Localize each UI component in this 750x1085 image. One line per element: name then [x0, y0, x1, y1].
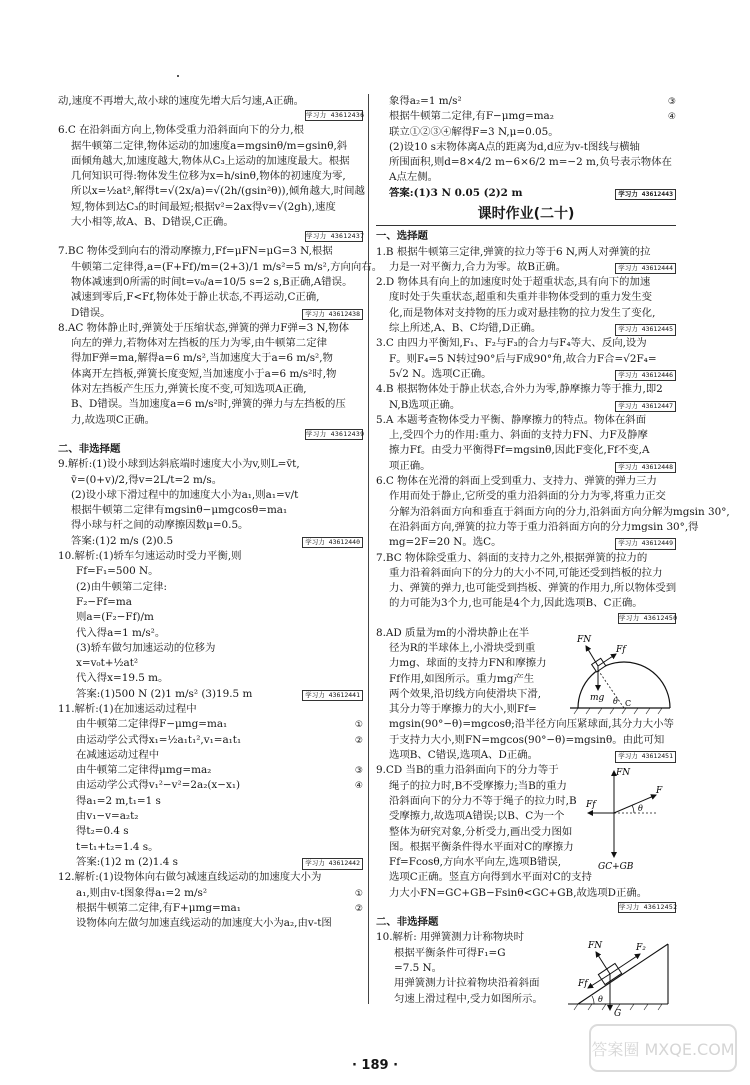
line-text: 答案:(1)2 m (2)1.4 s	[76, 855, 178, 868]
answer-line	[58, 870, 363, 885]
line-text: 化,而是物体对支持物的压力或对悬挂物的拉力发生了变化,	[389, 306, 656, 319]
line-text: 选项B、C错误,选项A、D正确。	[389, 749, 539, 762]
answer-line	[376, 763, 572, 778]
answer-line	[376, 794, 577, 809]
record-stamp: 学习力 43612441	[302, 690, 363, 702]
q8-block	[376, 626, 676, 718]
answer-line	[376, 779, 572, 794]
answer-line	[58, 518, 363, 533]
record-stamp: 学习力 43612438	[302, 309, 363, 321]
line-text: 体对左挡板产生压力,弹簧长度不变,可知选项A正确,	[71, 383, 307, 396]
equation-number: ②	[354, 735, 363, 746]
answer-line	[376, 428, 676, 443]
fig9-label-g: GC+GB	[598, 862, 634, 873]
q8-figure	[568, 624, 672, 716]
line-text: 度时处于失重状态,超重和失重并非物体受到的重力发生变	[389, 291, 653, 304]
line-text: 10.解析: 用弹簧测力计称物块时	[376, 931, 525, 944]
answer-line	[58, 901, 363, 916]
line-text: 向左的弹力,若物体对左挡板的压力为零,由牛顿第二定律	[71, 337, 327, 350]
answer-line	[376, 186, 676, 201]
line-text: 联立①②③④解得F=3 N,μ=0.05。	[389, 125, 559, 138]
answer-line	[376, 748, 676, 763]
answer-line	[376, 367, 676, 382]
line-text: 动,速度不再增大,故小球的速度先增大后匀速,A正确。	[58, 95, 305, 107]
record-stamp: 学习力 43612436	[306, 111, 365, 120]
line-text: N,B选项正确。	[389, 398, 461, 411]
answer-line	[376, 717, 676, 732]
answer-line	[58, 215, 363, 230]
answer-line	[376, 976, 572, 991]
answer-line	[58, 626, 363, 641]
line-text: a₁,则由v-t图象得a₁=2 m/s²	[76, 886, 208, 899]
line-text: 面倾角越大,加速度越大,物体从C₃上运动的加速度最大。根据	[71, 154, 350, 167]
right-section-nonchoice: 二、非选择题	[376, 916, 439, 929]
answer-line	[58, 794, 363, 809]
answer-line	[58, 534, 363, 549]
answer-line	[376, 155, 676, 170]
page-number: · 189 ·	[351, 1058, 399, 1073]
fig10-label-f2: F₂	[636, 943, 646, 954]
answer-line	[58, 886, 363, 901]
line-text: t=t₁+t₂=1.4 s。	[76, 840, 159, 853]
answer-line	[58, 473, 363, 488]
line-text: 牛顿第二定律得,a=(F+Ff)/m=(2+3)/1 m/s²=5 m/s²,方向向右。	[71, 260, 383, 273]
watermark-logo	[588, 1023, 738, 1073]
answer-line	[58, 702, 363, 717]
line-text: 10.解析:(1)轿车匀速运动时受力平衡,则	[58, 550, 242, 563]
q8-text	[376, 626, 572, 718]
answer-line	[376, 336, 676, 351]
line-text: Ff=Fcosθ,方向水平向左,选项B错误,	[389, 856, 562, 869]
answer-line	[58, 123, 363, 138]
line-text: 分解为沿斜面方向和垂直于斜面方向的分力,沿斜面方向分解为mgsin 30°,	[389, 505, 730, 518]
answer-line	[376, 566, 676, 581]
line-text: 代入得a=1 m/s²。	[76, 626, 166, 639]
record-stamp: 学习力 43612442	[302, 858, 363, 870]
line-text: 4.B 根据物体处于静止状态,合外力为零,静摩擦力等于推力,即2	[376, 383, 663, 396]
answer-line	[376, 260, 676, 275]
answer-line	[58, 687, 363, 702]
line-text: 物体减速到0所需的时间t=v₀/a=10/5 s=2 s,B正确,A错误。	[71, 275, 353, 288]
line-text: 11.解析:(1)在加速运动过程中	[58, 702, 197, 715]
line-text: 受摩擦力,故选项A错误;以B、C为一个	[389, 810, 565, 823]
section-heading	[376, 229, 676, 244]
answer-line	[376, 626, 572, 641]
q9-figure	[584, 765, 674, 883]
line-text: 整体为研究对象,分析受力,画出受力图如	[389, 825, 573, 838]
answer-line	[376, 170, 676, 185]
answer-line	[376, 290, 676, 305]
answer-line	[376, 474, 676, 489]
scan-dot	[177, 75, 179, 77]
answer-line	[58, 184, 363, 199]
answer-line	[376, 855, 572, 870]
line-text: 绳子的拉力时,B不受摩擦力;当B的重力	[389, 779, 567, 792]
line-text: 6.C 物体在光滑的斜面上受到重力、支持力、弹簧的弹力三力	[376, 475, 657, 488]
fig9-label-ff: Ff	[586, 800, 596, 811]
line-text: x=v₀t+½at²	[76, 657, 139, 670]
answer-line	[376, 687, 572, 702]
q10-text	[376, 930, 572, 1006]
section-title: 课时作业(二十)	[376, 205, 676, 226]
line-text: B、D错误。当加速度a=6 m/s²时,弹簧的弹力与左挡板的压	[71, 398, 346, 411]
incline-diagram	[564, 926, 674, 1018]
right-column	[376, 94, 730, 1020]
record-stamp: 学习力 43612451	[615, 751, 676, 763]
answer-line	[376, 382, 676, 397]
line-text: 在沿斜面方向,弹簧的拉力等于重力沿斜面方向的分力mgsin 30°,得	[389, 520, 699, 533]
right-column-answers	[376, 229, 730, 623]
answer-line	[58, 351, 363, 366]
hemisphere-diagram	[568, 624, 672, 716]
answer-line	[376, 321, 676, 336]
answer-line	[376, 840, 572, 855]
line-text: 力大小FN=GC+GB−Fsinθ<GC+GB,故选项D正确。	[389, 886, 648, 899]
line-text: A点左侧。	[389, 171, 439, 184]
answer-line	[376, 443, 676, 458]
line-text: 根据牛顿第二定律,有F−μmg=ma₂	[389, 110, 554, 123]
answer-line	[58, 260, 383, 275]
answer-line	[58, 169, 363, 184]
fig10-label-theta: θ	[598, 995, 603, 1005]
line-text: 得加F弹=ma,解得a=6 m/s²,当加速度大于a=6 m/s²,物	[71, 352, 333, 365]
answer-line	[58, 748, 363, 763]
fig8-label-fn: FN	[577, 634, 592, 645]
line-text: 所以x=½at²,解得t=√(2x/a)=√(2h/(gsin²θ)),倾角越大,时间越	[71, 185, 365, 198]
line-text: 1.B 根据牛顿第三定律,弹簧的拉力等于6 N,两人对弹簧的拉	[376, 245, 651, 258]
answer-line	[58, 244, 363, 259]
answer-line	[58, 656, 363, 671]
answer-line	[58, 595, 363, 610]
answer-line	[376, 551, 676, 566]
answer-line	[58, 549, 363, 564]
answer-line	[376, 809, 572, 824]
line-text: 两个效果,沿切线方向使滑块下滑,	[389, 687, 542, 700]
equation-number: ③	[667, 97, 676, 107]
line-text: =7.5 N。	[394, 961, 443, 974]
line-text: (2)设小球下滑过程中的加速度大小为a₁,则a₁=v/t	[71, 488, 299, 501]
record-stamp: 学习力 43612440	[302, 537, 363, 549]
force-diagram	[584, 765, 674, 883]
fig9-label-f: F	[656, 786, 663, 797]
line-text: 由运动学公式得v₁²−v²=2a₂(x−x₁)	[76, 779, 241, 792]
answer-line	[58, 367, 363, 382]
answer-line	[376, 398, 676, 413]
line-text: D错误。	[71, 306, 111, 319]
fig8-label-theta: θ	[613, 696, 618, 706]
line-text: 5√2 N。选项C正确。	[389, 367, 492, 380]
answer-line	[58, 275, 363, 290]
line-text: 力是一对平衡力,合力为零。故B正确。	[389, 260, 567, 273]
line-text: 力,故选项C正确。	[71, 413, 155, 426]
answer-line	[58, 641, 363, 656]
answer-line	[376, 489, 676, 504]
answer-line	[58, 733, 363, 748]
line-text: 代入得x=19.5 m。	[76, 672, 169, 685]
line-text: 沿斜面向下的分力不等于绳子的拉力时,B	[389, 794, 577, 807]
line-text: 几何知识可得:物体发生位移为x=h/sinθ,物体的初速度为零,	[71, 170, 346, 183]
line-text: 作用而处于静止,它所受的重力沿斜面的分力为零,将重力正交	[389, 490, 666, 503]
answer-line	[58, 778, 363, 793]
watermark-text: 答案圈 MXQE.COM	[591, 1040, 735, 1059]
answer-line	[58, 916, 363, 931]
q10-block	[376, 930, 676, 1020]
answer-line	[58, 580, 363, 595]
answer-line	[58, 564, 363, 579]
record-stamp: 学习力 43612446	[615, 370, 676, 382]
answer-line	[58, 840, 363, 855]
answer-line	[376, 870, 592, 885]
equation-number: ①	[354, 888, 363, 899]
line-text: 8.AD 质量为m的小滑块静止在半	[376, 626, 530, 639]
right-column-top	[376, 94, 676, 201]
line-text: v̄=(0+v)/2,得v=2L/t=2 m/s。	[71, 473, 223, 486]
q10-figure	[564, 926, 674, 1018]
answer-line	[376, 672, 572, 687]
line-text: 大小相等,故A、B、D错误,C正确。	[71, 216, 234, 229]
answer-line	[376, 825, 572, 840]
answer-line	[58, 397, 363, 412]
line-text: 力mg、球面的支持力FN和摩擦力	[389, 657, 547, 670]
line-text: 5.A 本题考查物体受力平衡、静摩擦力的特点。物体在斜面	[376, 413, 647, 426]
record-stamp: 学习力 43612448	[615, 462, 676, 474]
line-text: 短,物体到达C₃的时间最短;根据v²=2ax得v=√(2gh),速度	[71, 200, 336, 213]
line-text: 在减速运动过程中	[76, 748, 160, 761]
answer-line	[376, 352, 676, 367]
q8-tail	[376, 717, 676, 763]
line-text: 则a=(F₂−Ff)/m	[76, 611, 154, 624]
answer-line	[58, 306, 363, 321]
line-text: 由运动学公式得x₁=½a₁t₁²,v₁=a₁t₁	[76, 733, 242, 746]
line-text: 9.解析:(1)设小球到达斜底端时速度大小为v,则L=v̄t,	[58, 458, 300, 471]
line-text: 二、非选择题	[58, 442, 121, 455]
line-text: 3.C 由四力平衡知,F₁、F₂与F₃的合力与F₄等大、反向,设为	[376, 337, 647, 350]
answer-line	[58, 763, 363, 778]
line-text: 重力沿着斜面向下的分力的大小不同,可能还受到挡板的拉力	[389, 566, 663, 579]
line-text: 体离开左挡板,弹簧长度变短,当加速度小于a=6 m/s²时,物	[71, 367, 337, 380]
line-text: 用弹簧测力计拉着物块沿着斜面	[394, 977, 540, 990]
equation-number: ④	[667, 112, 676, 123]
line-text: 项正确。	[389, 459, 431, 472]
line-text: 答案:(1)3 N 0.05 (2)2 m	[389, 186, 523, 199]
line-text: mg=2F=20 N。选C。	[389, 536, 502, 549]
line-text: F₂−Ff=ma	[76, 595, 132, 608]
answer-line	[58, 717, 363, 732]
line-text: (2)由牛顿第二定律:	[76, 580, 167, 593]
answer-line	[58, 321, 363, 336]
q9-block	[376, 763, 676, 901]
answer-line	[58, 610, 363, 625]
answer-line	[376, 125, 676, 140]
answer-line	[376, 930, 572, 945]
answer-line	[376, 702, 572, 717]
record-stamp: 学习力 43612443	[615, 189, 676, 201]
record-stamp: 学习力 43612450	[619, 613, 678, 622]
line-text: F。则F₄=5 N转过90°后与F成90°角,故合力F合=√2F₄=	[389, 352, 657, 365]
line-text: 力、弹簧的弹力,也可能受到挡板、弹簧的作用力,所以物体受到	[389, 582, 677, 595]
q9-stamp: 学习力 43612452	[619, 903, 678, 912]
line-text: 答案:(1)500 N (2)1 m/s² (3)19.5 m	[76, 687, 253, 700]
equation-number: ④	[354, 781, 363, 792]
answer-line	[58, 382, 363, 397]
line-text: mgsin(90°−θ)=mgcosθ;沿半径方向压紧球面,其分力大小等	[389, 718, 674, 731]
answer-line	[376, 275, 676, 290]
answer-line	[376, 140, 676, 155]
line-text: 答案:(1)2 m/s (2)0.5	[71, 534, 174, 547]
line-text: Ff=F₁=500 N。	[76, 565, 159, 578]
line-text: 2.D 物体具有向上的加速度时处于超重状态,具有向下的加速	[376, 276, 651, 289]
answer-line	[58, 457, 363, 472]
answer-line	[376, 109, 676, 124]
record-stamp: 学习力 43612449	[615, 538, 676, 550]
equation-number: ②	[354, 903, 363, 914]
answer-line	[58, 488, 363, 503]
answer-line	[376, 535, 676, 550]
answer-line	[58, 824, 363, 839]
answer-line	[376, 520, 699, 535]
answer-line	[58, 200, 363, 215]
line-text: 一、选择题	[376, 230, 428, 243]
line-text: (2)设10 s末物体离A点的距离为d,d应为v-t图线与横轴	[389, 140, 640, 153]
fig8-label-c: C	[625, 698, 632, 708]
answer-line	[376, 656, 572, 671]
answer-line	[58, 809, 363, 824]
line-text: 根据牛顿第二定律,有F+μmg=ma₁	[76, 901, 241, 914]
line-text: (3)轿车做匀加速运动的位移为	[76, 641, 216, 654]
answer-line	[376, 641, 572, 656]
fig8-label-ff: Ff	[616, 644, 626, 655]
line-text: 上,受四个力的作用:重力、斜面的支持力FN、力F及静摩	[389, 429, 648, 442]
line-text: 9.CD 当B的重力沿斜面向下的分力等于	[376, 764, 559, 777]
answer-line	[376, 733, 676, 748]
answer-line	[376, 505, 730, 520]
answer-line	[58, 94, 363, 109]
fig9-label-theta: θ	[638, 804, 643, 814]
line-text: 据牛顿第二定律,物体运动的加速度a=mgsinθ/m=gsinθ,斜	[71, 139, 348, 152]
record-stamp: 学习力 43612439	[306, 429, 365, 438]
line-text: 匀速上滑过程中,受力如图所示。	[394, 992, 543, 1005]
line-text: 象得a₂=1 m/s²	[389, 95, 462, 107]
line-text: 得a₁=2 m,t₁=1 s	[76, 794, 161, 807]
line-text: 12.解析:(1)设物体向右做匀减速直线运动的加速度大小为	[58, 871, 322, 884]
line-text: 根据牛顿第二定律有mgsinθ−μmgcosθ=ma₁	[71, 504, 288, 517]
answer-line	[376, 596, 676, 611]
line-text: 得小球与杆之间的动摩擦因数μ=0.5。	[71, 519, 249, 532]
line-text: 综上所述,A、B、C均错,D正确。	[389, 322, 542, 335]
line-text: 8.AC 物体静止时,弹簧处于压缩状态,弹簧的弹力F弹=3 N,物体	[58, 321, 350, 334]
answer-line	[376, 245, 676, 260]
answer-line	[58, 154, 363, 169]
answer-line	[376, 94, 676, 109]
equation-number: ①	[354, 720, 363, 731]
line-text: 所围面积,则d=8×4/2 m−6×6/2 m=−2 m,负号表示物体在	[389, 156, 672, 169]
q9-text	[376, 763, 648, 901]
line-text: 径为R的半球体上,小滑块受到重	[389, 641, 536, 654]
answer-line	[58, 413, 363, 428]
line-text: 由牛顿第二定律得F−μmg=ma₁	[76, 718, 228, 731]
record-stamp: 学习力 43612437	[306, 232, 365, 241]
line-text: 由v₁−v=a₂t₂	[76, 810, 139, 823]
line-text: 的力可能为3个力,也可能是4个力,因此选项B、C正确。	[389, 597, 643, 610]
answer-line	[58, 671, 363, 686]
fig10-label-g: G	[614, 1009, 622, 1020]
answer-line	[376, 581, 676, 596]
line-text: 由牛顿第二定律得μmg=ma₂	[76, 764, 212, 777]
line-text: 其分力等于摩擦力的大小,则Ff=	[389, 703, 537, 716]
left-column	[58, 94, 383, 931]
answer-line	[376, 459, 676, 474]
answer-line	[376, 961, 572, 976]
line-text: 擦力Ff。由受力平衡得Ff=mgsinθ,因此F变化,Ff不变,A	[389, 444, 650, 457]
answer-line	[58, 336, 363, 351]
record-stamp: 学习力 43612444	[615, 263, 676, 275]
line-text: 减速到零后,F<Ff,物体处于静止状态,不再运动,C正确,	[71, 291, 320, 304]
answer-line	[376, 306, 676, 321]
answer-line	[58, 503, 363, 518]
fig10-label-fn: FN	[588, 941, 603, 952]
fig8-label-mg: mg	[590, 692, 605, 703]
line-text: 6.C 在沿斜面方向上,物体受重力沿斜面向下的分力,根	[58, 124, 304, 137]
line-text: 选项C正确。竖直方向得到水平面对C的支持	[389, 871, 592, 884]
line-text: 设物体向左做匀加速直线运动的加速度大小为a₂,由v-t图	[76, 917, 332, 930]
line-text: 图。根据平衡条件得水平面对C的摩擦力	[389, 840, 574, 853]
fig10-label-ff: Ff	[578, 979, 588, 990]
answer-line	[58, 139, 363, 154]
record-stamp: 学习力 43612445	[615, 324, 676, 336]
line-text: 根据平衡条件可得F₁=G	[394, 946, 506, 959]
answer-line	[58, 855, 363, 870]
line-text: 于支持力大小,则FN=mgcos(90°−θ)=mgsinθ。由此可知	[389, 733, 665, 746]
line-text: 得t₂=0.4 s	[76, 825, 129, 838]
answer-line	[376, 946, 572, 961]
answer-line	[376, 413, 676, 428]
answer-line	[58, 290, 363, 305]
line-text: 7.BC 物体除受重力、斜面的支持力之外,根据弹簧的拉力的	[376, 551, 648, 564]
line-text: 7.BC 物体受到向右的滑动摩擦力,Ff=μFN=μG=3 N,根据	[58, 245, 333, 258]
equation-number: ③	[354, 766, 363, 777]
line-text: Ff作用,如图所示。重力mg产生	[389, 672, 535, 685]
answer-line	[376, 886, 648, 901]
section-heading	[58, 442, 363, 457]
answer-line	[376, 992, 572, 1007]
fig9-label-fn: FN	[616, 768, 631, 779]
record-stamp: 学习力 43612447	[615, 401, 676, 413]
